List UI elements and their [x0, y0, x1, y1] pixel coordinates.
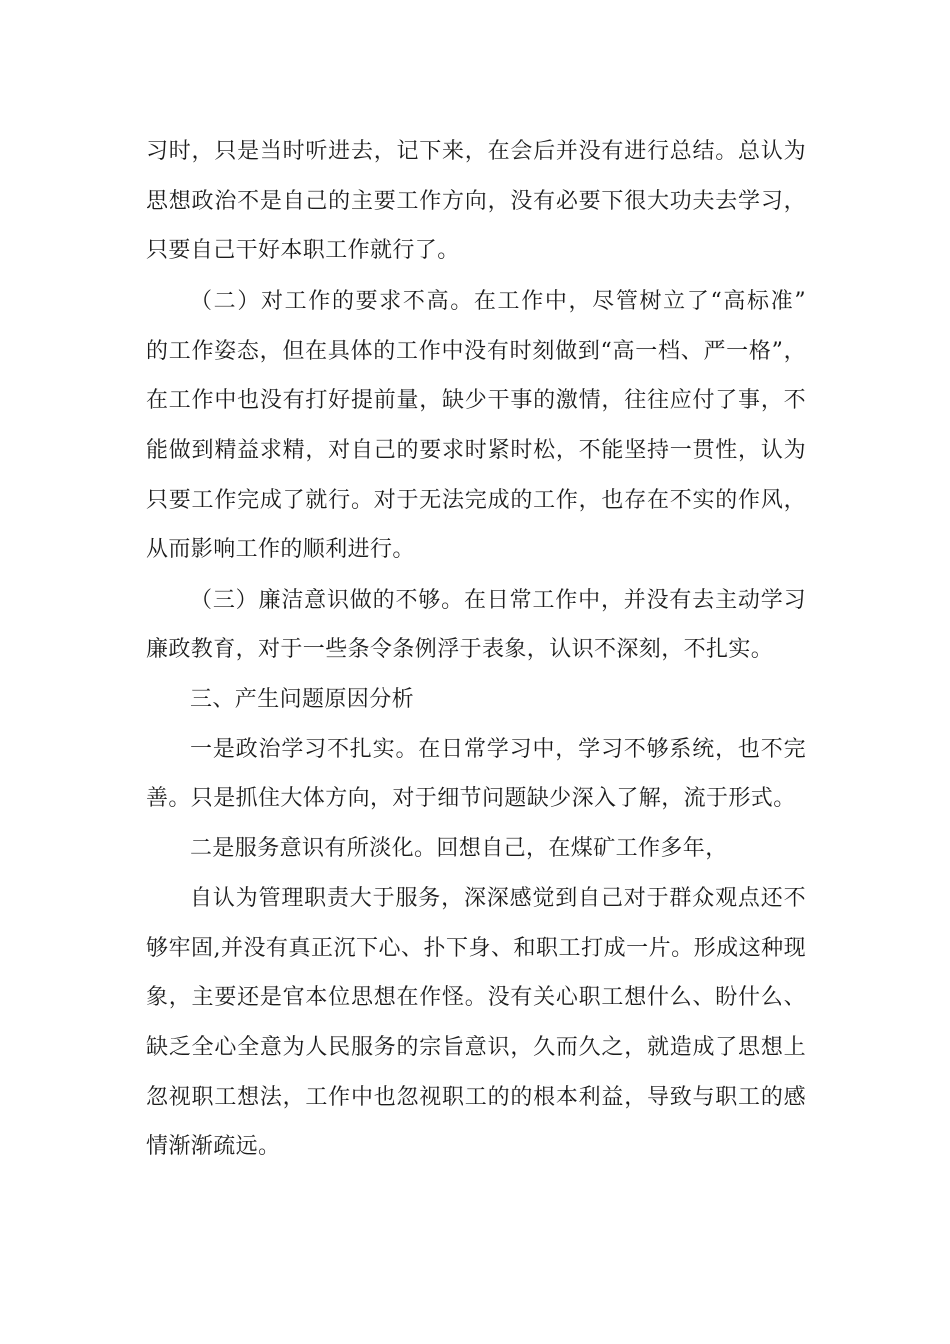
text-line-10: （三）廉洁意识做的不够。在日常工作中，并没有去主动学习: [190, 588, 806, 613]
text-line-17: 够牢固,并没有真正沉下心、扑下身、和职工打成一片。形成这种现: [146, 936, 806, 961]
text-line-21: 情渐渐疏远。: [146, 1134, 281, 1159]
text-line-9: 从而影响工作的顺利进行。: [146, 537, 415, 562]
text-line-20: 忽视职工想法，工作中也忽视职工的的根本利益，导致与职工的感: [146, 1085, 806, 1110]
text-line-3: 只要自己干好本职工作就行了。: [146, 238, 460, 263]
section-heading: 三、产生问题原因分析: [190, 687, 415, 712]
text-line-5: 的工作姿态，但在具体的工作中没有时刻做到“高一档、严一格”，: [146, 339, 806, 364]
text-line-1: 习时，只是当时听进去，记下来，在会后并没有进行总结。总认为: [146, 139, 806, 164]
text-line-6: 在工作中也没有打好提前量，缺少干事的激情，往往应付了事，不: [146, 388, 806, 413]
text-line-8: 只要工作完成了就行。对于无法完成的工作，也存在不实的作风，: [146, 488, 806, 513]
text-line-14: 善。只是抓住大体方向，对于细节问题缺少深入了解，流于形式。: [146, 786, 796, 811]
text-line-13: 一是政治学习不扎实。在日常学习中，学习不够系统，也不完: [190, 737, 806, 762]
text-line-2: 思想政治不是自己的主要工作方向，没有必要下很大功夫去学习，: [146, 189, 806, 214]
text-line-19: 缺乏全心全意为人民服务的宗旨意识，久而久之，就造成了思想上: [146, 1035, 806, 1060]
text-line-18: 象，主要还是官本位思想在作怪。没有关心职工想什么、盼什么、: [146, 985, 806, 1010]
text-line-11: 廉政教育，对于一些条令条例浮于表象，认识不深刻，不扎实。: [146, 637, 774, 662]
text-line-16: 自认为管理职责大于服务，深深感觉到自己对于群众观点还不: [190, 886, 806, 911]
text-line-4: （二）对工作的要求不高。在工作中，尽管树立了“高标准”: [190, 289, 806, 314]
text-line-15: 二是服务意识有所淡化。回想自己，在煤矿工作多年，: [190, 836, 728, 861]
text-line-7: 能做到精益求精，对自己的要求时紧时松，不能坚持一贯性，认为: [146, 438, 806, 463]
